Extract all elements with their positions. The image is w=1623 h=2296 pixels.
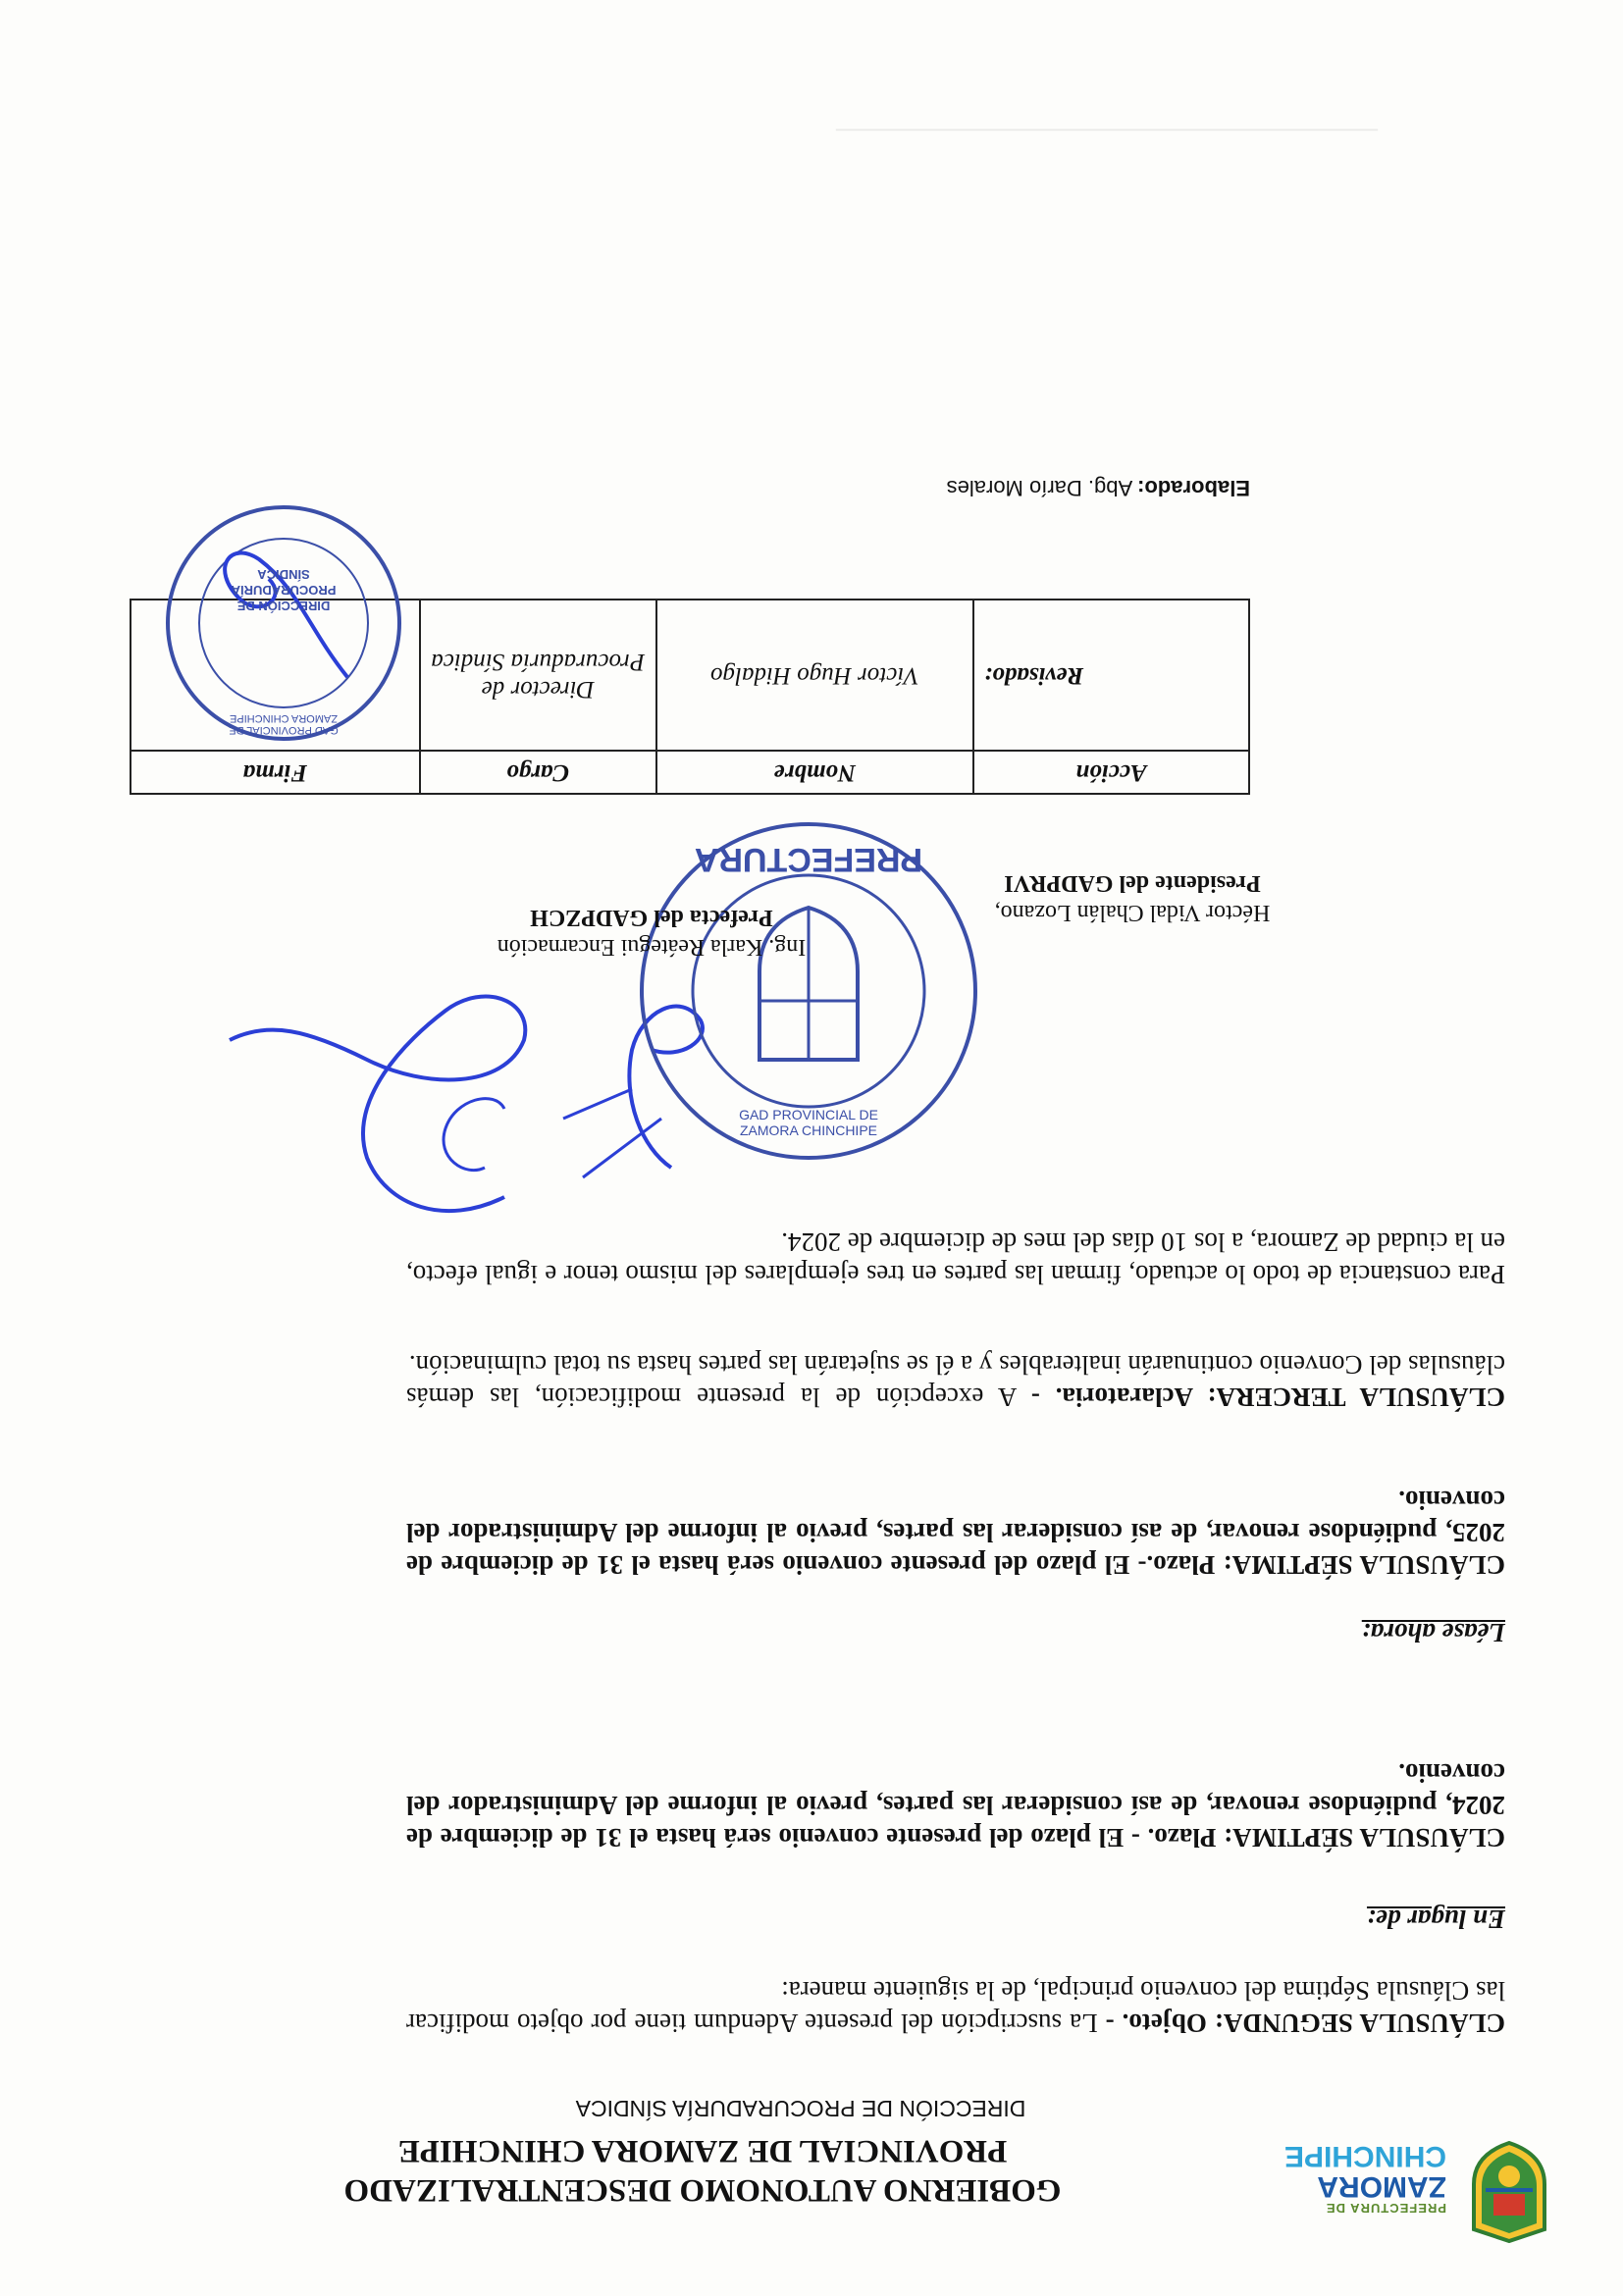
lease-ahora-block (406, 1484, 1505, 1648)
procuraduria-stamp-line-2: PROCURADURÍA (231, 583, 337, 598)
bleed-through-text: ______________________________________________ (836, 127, 1378, 152)
procuraduria-stamp-icon (161, 500, 406, 746)
institution-line-2: PROVINCIAL DE ZAMORA CHINCHIPE (397, 2133, 1008, 2168)
signatory-right-name: Héctor Vidal Chalán Lozano, (994, 900, 1271, 925)
institution-line-1: GOBIERNO AUTONOMO DESCENTRALIZADO (343, 2172, 1062, 2208)
procuraduria-stamp-center (215, 566, 352, 613)
lease-ahora-text: El plazo del presente convenio será hasta el 31 de diciembre de 2025, pudiéndose renovar, de así considerar las partes, previo al informe del Administrador del convenio. (406, 1486, 1505, 1580)
clausula-segunda-text: La suscripción del presente Adendum tiene por objeto modificar las Cláusula Séptima del convenio principal, de la siguiente manera: (405, 1976, 1505, 2038)
signatory-left-role: Prefecta del GADPZCH (530, 905, 773, 930)
en-lugar-de-label: En lugar de: (1366, 1905, 1505, 1934)
elaborado-value: Abg. Darío Morales (946, 476, 1133, 500)
cell-accion: Revisado: (973, 600, 1249, 751)
en-lugar-de-block (406, 1756, 1505, 1935)
signatory-left-name: Ing. Karla Reátegui Encarnación (497, 934, 807, 960)
prefectura-stamp-ring: GAD PROVINCIAL DE ZAMORA CHINCHIPE (739, 1107, 878, 1138)
clausula-tercera (406, 1348, 1505, 1413)
institution-title (163, 2131, 1242, 2210)
header-accion: Acción (973, 751, 1249, 794)
en-lugar-de-title: CLÁUSULA SÉPTIMA: Plazo. - (1130, 1823, 1505, 1852)
prefectura-logo-icon (1464, 2141, 1554, 2245)
prefectura-stamp-word: PREFECTURA (694, 841, 923, 878)
procuraduria-stamp-line-3: SÍNDICA (257, 567, 310, 582)
letterhead (82, 2096, 1554, 2296)
signatory-right-role: Presidente del GADPRVI (1004, 870, 1261, 896)
signatory-left (445, 903, 858, 962)
brand-chinchipe: CHINCHIPE (1283, 2140, 1446, 2172)
lease-ahora-label: Léase ahora: (1361, 1618, 1505, 1647)
department-title: DIRECCIÓN DE PROCURADURÍA SÍNDICA (575, 2096, 1026, 2121)
cell-cargo: Director de Procuraduría Síndica (420, 600, 656, 751)
brand-small: PREFECTURA DE (1325, 2201, 1446, 2216)
en-lugar-de-clause (406, 1756, 1505, 1853)
elaborado-line (947, 475, 1250, 500)
review-table-header (131, 751, 1249, 794)
brand-zamora: ZAMORA (1317, 2170, 1446, 2203)
closing-statement: Para constancia de todo lo actuado, firman las partes en tres ejemplares del mismo tenor e igual efecto, en la ciudad de Zamora, a los 10 días del mes de diciembre de 2024. (406, 1227, 1505, 1289)
procuraduria-stamp-line-1: DIRECCIÓN DE (236, 599, 331, 613)
header-cargo: Cargo (420, 751, 656, 794)
header-firma: Firma (131, 751, 420, 794)
brand-wordmark (1250, 2140, 1446, 2216)
lease-ahora-clause (406, 1484, 1505, 1581)
cell-nombre: Víctor Hugo Hidalgo (656, 600, 973, 751)
clausula-segunda (406, 1974, 1505, 2039)
procuraduria-stamp-ring: GAD PROVINCIAL DE ZAMORA CHINCHIPE (229, 712, 339, 736)
elaborado-label: Elaborado: (1137, 476, 1250, 500)
en-lugar-de-text: El plazo del presente convenio será hasta el 31 de diciembre de 2024, pudiéndose renovar, de así considerar las partes, previo al informe del Administrador del convenio. (405, 1758, 1505, 1852)
lease-ahora-title: CLÁUSULA SÉPTIMA: Plazo.- (1137, 1550, 1505, 1580)
signatory-right (916, 868, 1348, 927)
clausula-tercera-title: CLÁUSULA TERCERA: Aclaratoria. - (1030, 1383, 1505, 1412)
header-nombre: Nombre (656, 751, 973, 794)
clausula-tercera-text: A excepción de la presente modificación, las demás cláusulas del Convenio continuarán inalterables y a él se sujetarán las partes hasta su total culminación. (406, 1350, 1505, 1412)
clausula-segunda-title: CLÁUSULA SEGUNDA: Objeto. - (1105, 2009, 1505, 2038)
